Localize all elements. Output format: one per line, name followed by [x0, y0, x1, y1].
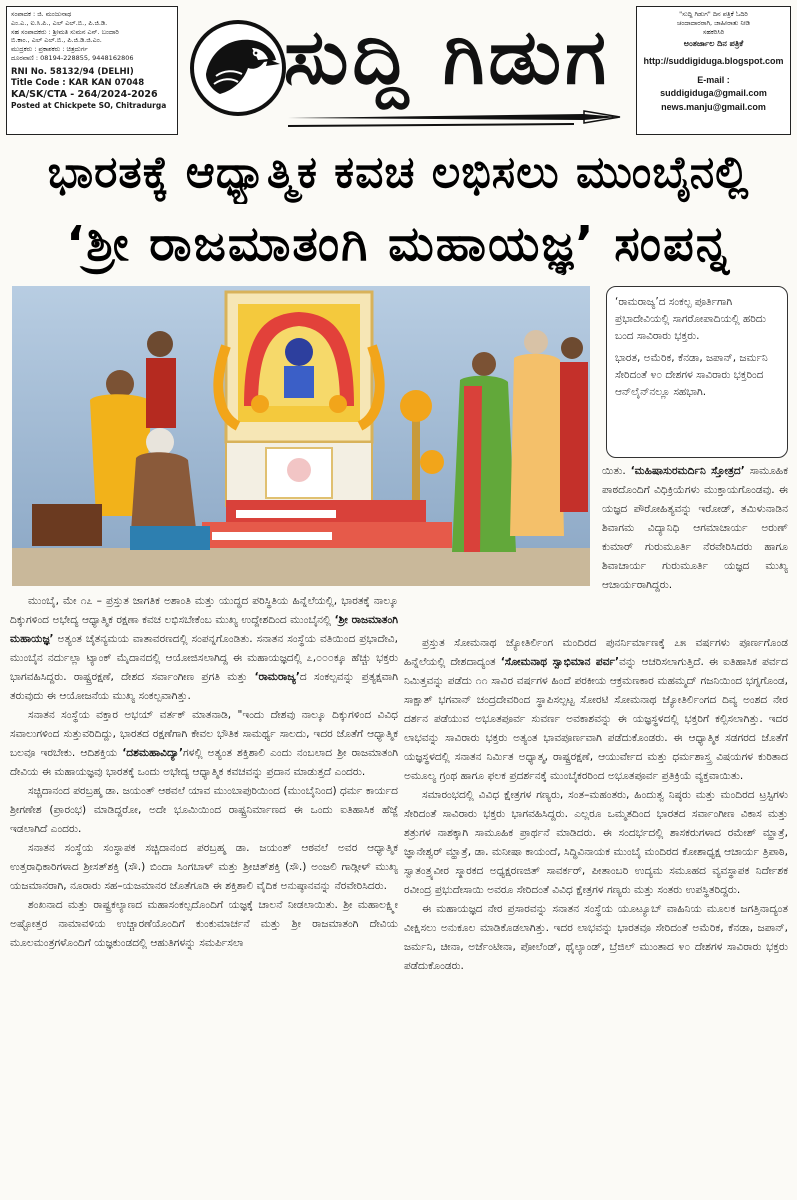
article-column-right-top — [602, 462, 788, 632]
highlight-box — [606, 286, 788, 458]
staff-line: ಎಂ.ಎ., ಐ.ಸಿ.ಪಿ., ಎಲ್ ಎಲ್.ಬಿ., ಪಿ.ಜಿ.ಡಿ. — [11, 18, 108, 27]
newspaper-title: ಸುದ್ದಿ ಗಿಡುಗ — [283, 12, 611, 101]
article-paragraph: ಸಮಾರಂಭದಲ್ಲಿ ವಿವಿಧ ಕ್ಷೇತ್ರಗಳ ಗಣ್ಯರು, ಸಂತ–ಮಹಂತರು, ಹಿಂದುತ್ವ ನಿಷ್ಠರು ಮತ್ತು ಮಂದಿರದ ಟ್ರಸ್ಟಿಗಳು ಸೇರಿದಂತೆ ಸಾವಿರಾರು ಭಕ್ತರು ಭಾಗವಹಿಸಿದ್ದರು. ಎಲ್ಲರೂ ಒಮ್ಮತದಿಂದ ಭಾರತದ ಸರ್ವಾಂಗೀಣ ವಿಕಾಸ ಮತ್ತು ಶತ್ರುಗಳ ನಾಶಕ್ಕಾಗಿ ಸಾಮೂಹಿಕ ಪ್ರಾರ್ಥನೆ ಮಾಡಿದರು. ಈ ಸಂದರ್ಭದಲ್ಲಿ ಶಾಸಕರುಗಳಾದ ರಮೇಶ್ ಮ್ಹಾತ್ರೆ, ಜ್ಞಾನೇಶ್ವರ್ ಮ್ಹಾತ್ರೆ, ಡಾ. ಮನೀಷಾ ಕಾಯಂದೆ, ಸಿದ್ಧಿವಿನಾಯಕ ಮುಂಬೈ ಮಂದಿರದ ಕೋಶಾಧ್ಯಕ್ಷ ಆಚಾರ್ಯ ತ್ರಿಪಾಠಿ, ಸ್ವಾತಂತ್ರ್ಯವೀರ ಸ್ಮಾರಕದ ಅಧ್ಯಕ್ಷರಣಜಿತ್ ಸಾವರ್ಕರ್, ಪೀತಾಂಬರಿ ಉದ್ಯಮ ಸಮೂಹದ ವ್ಯವಸ್ಥಾಪಕ ನಿರ್ದೇಶಕ ರವೀಂದ್ರ ಪ್ರಭುದೇಸಾಯಿ ಅವರೂ ಸೇರಿದಂತೆ ವಿವಿಧ ಕ್ಷೇತ್ರಗಳ ಗಣ್ಯರು ಮತ್ತು ಸಂತರು ಉಪಸ್ಥಿತರಿದ್ದರು. — [404, 789, 788, 896]
highlight-text: ಭಾರತ, ಅಮೆರಿಕ, ಕೆನಡಾ, ಜಪಾನ್, ಜರ್ಮನಿ ಸೇರಿದಂತೆ ೪೦ ದೇಶಗಳ ಸಾವಿರಾರು ಭಕ್ತರಿಂದ ಆನ್‌ಲೈನ್‌ನಲ್ಲೂ ಸಹಭಾಗಿ. — [615, 352, 768, 398]
article-text: ವನ್ನು ಆಚರಿಸಲಾಗುತ್ತಿದೆ. ಈ ಐತಿಹಾಸಿಕ ಪರ್ವದ ನಿಮಿತ್ತವನ್ನು ಪಡೆದು ೧೧ ಸಾವಿರ ವರ್ಷಗಳ ಹಿಂದೆ ಪರಕೀಯ ಆಕ್ರಮಣಕಾರ ಮಹಮ್ಮದ್ ಗಜನಿಯಿಂದ ಭಗ್ನಗೊಂಡ, ಸಾಕ್ಷಾತ್ ಭಗವಾನ್ ಚಂದ್ರದೇವರಿಂದ ಸ್ಥಾಪಿಸಲ್ಪಟ್ಟ ಸೋರಟಿ ಸೋಮನಾಥ ಜ್ಯೋತಿರ್ಲಿಂಗದ ದಿವ್ಯ ಅಂಶದ ನೇರ ದರ್ಶನ ಪಡೆಯುವ ಅಭೂತಪೂರ್ವ ಸುವರ್ಣ ಅವಕಾಶವನ್ನು ಈ ಯಜ್ಞಸ್ಥಳದಲ್ಲಿ ಭಕ್ತರಿಗೆ ಕಲ್ಪಿಸಲಾಗಿತ್ತು. ಇದರ ಲಾಭವನ್ನು ಸಾವಿರಾರು ಭಕ್ತರು ಅತ್ಯಂತ ಭಾವಪೂರ್ಣವಾಗಿ ಪಡೆದುಕೊಂಡರು. ಈ ಆಧ್ಯಾತ್ಮಿಕ ಸಡಗರದ ಜೊತೆಗೆ ಯಜ್ಞಸ್ಥಳದಲ್ಲಿ ಸನಾತನ ನಿರ್ಮಿತ ಅಧ್ಯಾತ್ಮ, ರಾಷ್ಟ್ರರಕ್ಷಣೆ, ಆಯುರ್ವೇದ ಮತ್ತು ಧರ್ಮಶಾಸ್ತ್ರ ವಿಷಯಗಳ ಕುರಿತಾದ ಅಮೂಲ್ಯ ಗ್ರಂಥ ಹಾಗೂ ಫಲಕ ಪ್ರದರ್ಶನಕ್ಕೆ ಮುಂಬೈಕರರಿಂದ ಅಭೂತಪೂರ್ವ ಪ್ರತಿಕ್ರಿಯೆ ವ್ಯಕ್ತವಾಯಿತು. — [404, 656, 788, 782]
contact-info-box — [636, 6, 791, 135]
article-text: ದ ಸಂಕಲ್ಪವನ್ನು ಪ್ರತ್ಯಕ್ಷವಾಗಿ ತರುವುದು ಈ ಆಯೋಜನೆಯ ಮುಖ್ಯ ಸಂಕಲ್ಪವಾಗಿತ್ತು. — [10, 671, 398, 702]
posted-at: Posted at Chickpete SO, Chitradurga — [11, 101, 167, 111]
article-emphasis: ‘ಶ್ರೀ ರಾಜಮಾತಂಗಿ ಮಹಾಯಜ್ಞ’ — [10, 614, 398, 645]
email-link[interactable]: suddigiduga@gmail.com — [660, 88, 767, 99]
headline-line-2: ‘ಶ್ರೀ ರಾಜಮಾತಂಗಿ ಮಹಾಯಜ್ಞ’ ಸಂಪನ್ನ — [66, 216, 731, 272]
online-edition-label: ಅಂತರ್ಜಾಲ ದಿನ ಪತ್ರಿಕೆ — [683, 39, 744, 49]
article-paragraph: ಶಂಖನಾದ ಮತ್ತು ರಾಷ್ಟ್ರಕಲ್ಯಾಣದ ಮಹಾಸಂಕಲ್ಪದೊಂದಿಗೆ ಯಜ್ಞಕ್ಕೆ ಚಾಲನೆ ನೀಡಲಾಯಿತು. ಶ್ರೀ ಮಹಾಲಕ್ಷ್ಮೀ ಅಷ್ಟೋತ್ತರ ನಾಮಾವಳಿಯ ಉಚ್ಚಾರಣೆಯೊಂದಿಗೆ ಕುಂಕುಮಾರ್ಚನೆ ಮತ್ತು ಶ್ರೀ ರಾಜಮಾತಂಗಿ ದೇವಿಯ ಮೂಲಮಂತ್ರಗಳೊಂದಿಗೆ ಯಜ್ಞಕುಂಡದಲ್ಲಿ ಆಹುತಿಗಳನ್ನು ಸಮರ್ಪಿಸಲಾ — [10, 899, 398, 949]
article-emphasis: ‘ರಾಮರಾಜ್ಯ’ — [254, 671, 300, 683]
editor-line: ಸಂಪಾದಕ : ಜಿ. ಮಂಜುನಾಥ — [11, 10, 72, 18]
article-paragraph: ಸನಾತನ ಸಂಸ್ಥೆಯ ಸಂಸ್ಥಾಪಕ ಸಚ್ಚಿದಾನಂದ ಪರಬ್ರಹ್ಮ ಡಾ. ಜಯಂತ್ ಆಠವಲೆ ಅವರ ಆಧ್ಯಾತ್ಮಿಕ ಉತ್ತರಾಧಿಕಾರಿಗಳಾದ ಶ್ರೀಸತ್‌ಶಕ್ತಿ (ಸೌ.) ಬಿಂದಾ ಸಿಂಗಬಾಳ್ ಮತ್ತು ಶ್ರೀಚಿತ್‌ಶಕ್ತಿ (ಸೌ.) ಅಂಜಲಿ ಗಾಡ್ಗೀಳ್ ಮುಖ್ಯ ಯಜಮಾನರಾಗಿ, ನೂರಾರು ಸಹ–ಯಜಮಾನರ ಜೊತೆಗೂಡಿ ಈ ಶಕ್ತಿಶಾಲಿ ವೈದಿಕ ಅನುಷ್ಠಾನವನ್ನು ನೆರವೇರಿಸಿದರು. — [10, 842, 398, 892]
highlight-text: ‘ರಾಮರಾಜ್ಯ’ದ ಸಂಕಲ್ಪ ಪೂರ್ತಿಗಾಗಿ ಪ್ರಭಾದೇವಿಯಲ್ಲಿ ಸಾಗರೋಪಾದಿಯಲ್ಲಿ ಹರಿದು ಬಂದ ಸಾವಿರಾರು ಭಕ್ತರು. — [615, 296, 766, 342]
postal-registration: KA/SK/CTA - 264/2024-2026 — [11, 88, 158, 100]
article-text: ಸನಾತನ ಸಂಸ್ಥೆಯ ವಕ್ತಾರ ಅಭಯ್ ವರ್ತಕ್ ಮಾತನಾಡಿ, "ಇಂದು ದೇಶವು ನಾಲ್ಕೂ ದಿಕ್ಕುಗಳಿಂದ ವಿವಿಧ ಸವಾಲುಗಳಿಂದ ಸುತ್ತುವರಿದಿದ್ದು, ಭಾರತದ ರಕ್ಷಣೆಗಾಗಿ ಕೇವಲ ಭೌತಿಕ ಸಾಮರ್ಥ್ಯ ಸಾಲದು, ಇದರ ಜೊತೆಗೆ ಆಧ್ಯಾತ್ಮಿಕ ಬಲವೂ ಇರಬೇಕು. ಆದಿಶಕ್ತಿಯ — [10, 709, 398, 759]
rni-number: RNI No. 58132/94 (DELHI) — [11, 66, 134, 77]
article-text: ಪ್ರಸ್ತುತ ಸೋಮನಾಥ ಜ್ಯೋತಿರ್ಲಿಂಗ ಮಂದಿರದ ಪುನರ್ನಿರ್ಮಾಣಕ್ಕೆ ೭೫ ವರ್ಷಗಳು ಪೂರ್ಣಗೊಂಡ ಹಿನ್ನೆಲೆಯಲ್ಲಿ ದೇಶದಾದ್ಯಂತ — [404, 637, 788, 668]
article-column-left — [10, 592, 398, 1198]
staff-line: ಬಿ.ಕಾಂ., ಎಲ್ ಎಲ್.ಬಿ., ಪಿ.ಜಿ.ಡಿ.ಜಿ.ಎಂ. — [11, 36, 102, 45]
article-paragraph: ಸಚ್ಚಿದಾನಂದ ಪರಬ್ರಹ್ಮ ಡಾ. ಜಯಂತ್ ಆಠವಲೆ ಯಾವ ಮುಂಬಾಪುರಿಯಿಂದ (ಮುಂಬೈನಿಂದ) ಧರ್ಮ ಕಾರ್ಯದ ಶ್ರೀಗಣೇಶ (ಪ್ರಾರಂಭ) ಮಾಡಿದ್ದರೋ, ಅದೇ ಭೂಮಿಯಿಂದ ರಾಷ್ಟ್ರನಿರ್ಮಾಣದ ಈ ಒಂದು ಐತಿಹಾಸಿಕ ಹೆಜ್ಜೆ ಇಡಲಾಗಿದೆ ಎಂದರು. — [10, 785, 398, 835]
article-text: ಮುಂಬೈ, ಮೇ ೧೭ – ಪ್ರಸ್ತುತ ಜಾಗತಿಕ ಅಶಾಂತಿ ಮತ್ತು ಯುದ್ಧದ ಪರಿಸ್ಥಿತಿಯ ಹಿನ್ನೆಲೆಯಲ್ಲಿ, ಭಾರತಕ್ಕೆ ನಾಲ್ಕೂ ದಿಕ್ಕುಗಳಿಂದ ಅಭೇದ್ಯ ಆಧ್ಯಾತ್ಮಿಕ ರಕ್ಷಣಾ ಕವಚ ಲಭಿಸಬೇಕೆಂಬ ಮುಖ್ಯ ಉದ್ದೇಶದಿಂದ ಮುಂಬೈನಲ್ಲಿ — [10, 595, 398, 626]
title-code: Title Code : KAR KAN 07048 — [11, 77, 145, 88]
article-text: ಸಾಮೂಹಿಕ ಪಾಠದೊಂದಿಗೆ ವಿಧಿಕ್ರಿಯೆಗಳು ಮುಕ್ತಾಯಗೊಂಡವು. ಈ ಯಜ್ಞದ ಪೌರೋಹಿತ್ಯವನ್ನು ಇರೋಡ್, ತಮಿಳುನಾಡಿನ ಶಿವಾಗಮ ವಿದ್ಯಾನಿಧಿ ಆಗಮಾಚಾರ್ಯ ಅರುಣ್ ಕುಮಾರ್ ಗುರುಮೂರ್ತಿ ನೆರವೇರಿಸಿದರು ಹಾಗೂ ಶಿವಾಚಾರ್ಯ ಗುರುಮೂರ್ತಿ ಯಜ್ಞದ ಮುಖ್ಯ ಆಚಾರ್ಯರಾಗಿದ್ದರು. — [602, 465, 788, 591]
article-emphasis: ‘ಮಹಿಷಾಸುರಮರ್ದಿನಿ ಸ್ತೋತ್ರದ’ — [630, 465, 745, 477]
article-emphasis: ‘ಸೋಮನಾಥ ಸ್ವಾಭಿಮಾನ ಪರ್ವ’ — [500, 656, 620, 668]
masthead — [0, 0, 797, 140]
registration-block — [11, 67, 173, 111]
yajna-ceremony-photo — [12, 286, 590, 586]
quill-pen-icon — [284, 102, 624, 132]
publication-info-box — [6, 6, 178, 135]
slogan-line: ಚಂದಾದಾರರಾಗಿ, ಜಾಹೀರಾತು ನೀಡಿ — [676, 18, 751, 27]
article-emphasis: ‘ದಶಮಹಾವಿದ್ಯಾ’ — [122, 747, 184, 759]
newspaper-logo — [184, 6, 628, 136]
staff-line: ಸಹ ಸಂಪಾದಕರು : ಶ್ರೀಮತಿ ಸುಮನ ಎನ್. ಬಂದಾರಿ — [11, 27, 119, 36]
article-text: ಗಳಲ್ಲಿ ಅತ್ಯಂತ ಶಕ್ತಿಶಾಲಿ ಎಂದು ನಂಬಲಾದ ಶ್ರೀ ರಾಜಮಾತಂಗಿ ದೇವಿಯ ಈ ಮಹಾಯಜ್ಞವು ಭಾರತಕ್ಕೆ ಒಂದು ಅಭೇದ್ಯ ಆಧ್ಯಾತ್ಮಿಕ ಕವಚವನ್ನು ಪ್ರದಾನ ಮಾಡುತ್ತದೆ ಎಂದರು. — [10, 747, 398, 778]
slogan-line: "ಸುದ್ದಿ ಗಿಡುಗ" ದಿನ ಪತ್ರಿಕೆ ಓದಿರಿ — [679, 10, 748, 18]
website-link[interactable]: http://suddigiduga.blogspot.com — [643, 55, 784, 66]
slogan-line: ಸಹಕರಿಸಿರಿ — [702, 27, 725, 36]
article-column-right — [404, 634, 788, 1198]
email-label: E-mail : — [697, 75, 730, 86]
staff-line: ದೂರವಾಣಿ : 08194-228855, 9448162806 — [11, 53, 134, 62]
article-text: ಯಿತು. — [602, 465, 631, 477]
article-text: ಅತ್ಯಂತ ಚೈತನ್ಯಮಯ ವಾತಾವರಣದಲ್ಲಿ ಸಂಪನ್ನಗೊಂಡಿತು. ಸನಾತನ ಸಂಸ್ಥೆಯ ವತಿಯಿಂದ ಪ್ರಭಾದೇವಿ, ಮುಂಬೈನ ನರ್ದುಲ್ಲಾ ಟ್ಯಾಂಕ್ ಮೈದಾನದಲ್ಲಿ ಆಯೋಜಿಸಲಾಗಿದ್ದ ಈ ಮಹಾಯಜ್ಞದಲ್ಲಿ ೭,೦೦೦ಕ್ಕೂ ಹೆಚ್ಚು ಭಕ್ತರು ಭಾಗವಹಿಸಿದ್ದರು. ರಾಷ್ಟ್ರರಕ್ಷಣೆ, ದೇಶದ ಸರ್ವಾಂಗೀಣ ಪ್ರಗತಿ ಮತ್ತು — [10, 633, 398, 683]
staff-line: ಮುದ್ರಕರು : ಪ್ರಕಾಶಕರು : ಚಿತ್ರದುರ್ಗ — [11, 45, 88, 54]
email-link[interactable]: news.manju@gmail.com — [661, 101, 766, 112]
article-paragraph: ಈ ಮಹಾಯಜ್ಞದ ನೇರ ಪ್ರಸಾರವನ್ನು ಸನಾತನ ಸಂಸ್ಥೆಯ ಯೂಟ್ಯೂಬ್ ವಾಹಿನಿಯ ಮೂಲಕ ಜಗತ್ತಿನಾದ್ಯಂತ ವೀಕ್ಷಿಸಲು ಅನುಕೂಲ ಮಾಡಿಕೊಡಲಾಗಿತ್ತು. ಇದರ ಲಾಭವನ್ನು ಭಾರತವೂ ಸೇರಿದಂತೆ ಅಮೆರಿಕ, ಕೆನಡಾ, ಜಪಾನ್, ಜರ್ಮನಿ, ಚೀನಾ, ಅರ್ಜೆಂಟೀನಾ, ಪೋಲೆಂಡ್, ಥೈಲ್ಯಾಂಡ್, ಬ್ರೆಜಿಲ್ ಮುಂತಾದ ೪೦ ದೇಶಗಳ ಸಾವಿರಾರು ಭಕ್ತರು ಪಡೆದುಕೊಂಡರು. — [404, 903, 788, 972]
headline-line-1: ಭಾರತಕ್ಕೆ ಆಧ್ಯಾತ್ಮಿಕ ಕವಚ ಲಭಿಸಲು ಮುಂಬೈನಲ್ಲಿ — [47, 147, 750, 198]
